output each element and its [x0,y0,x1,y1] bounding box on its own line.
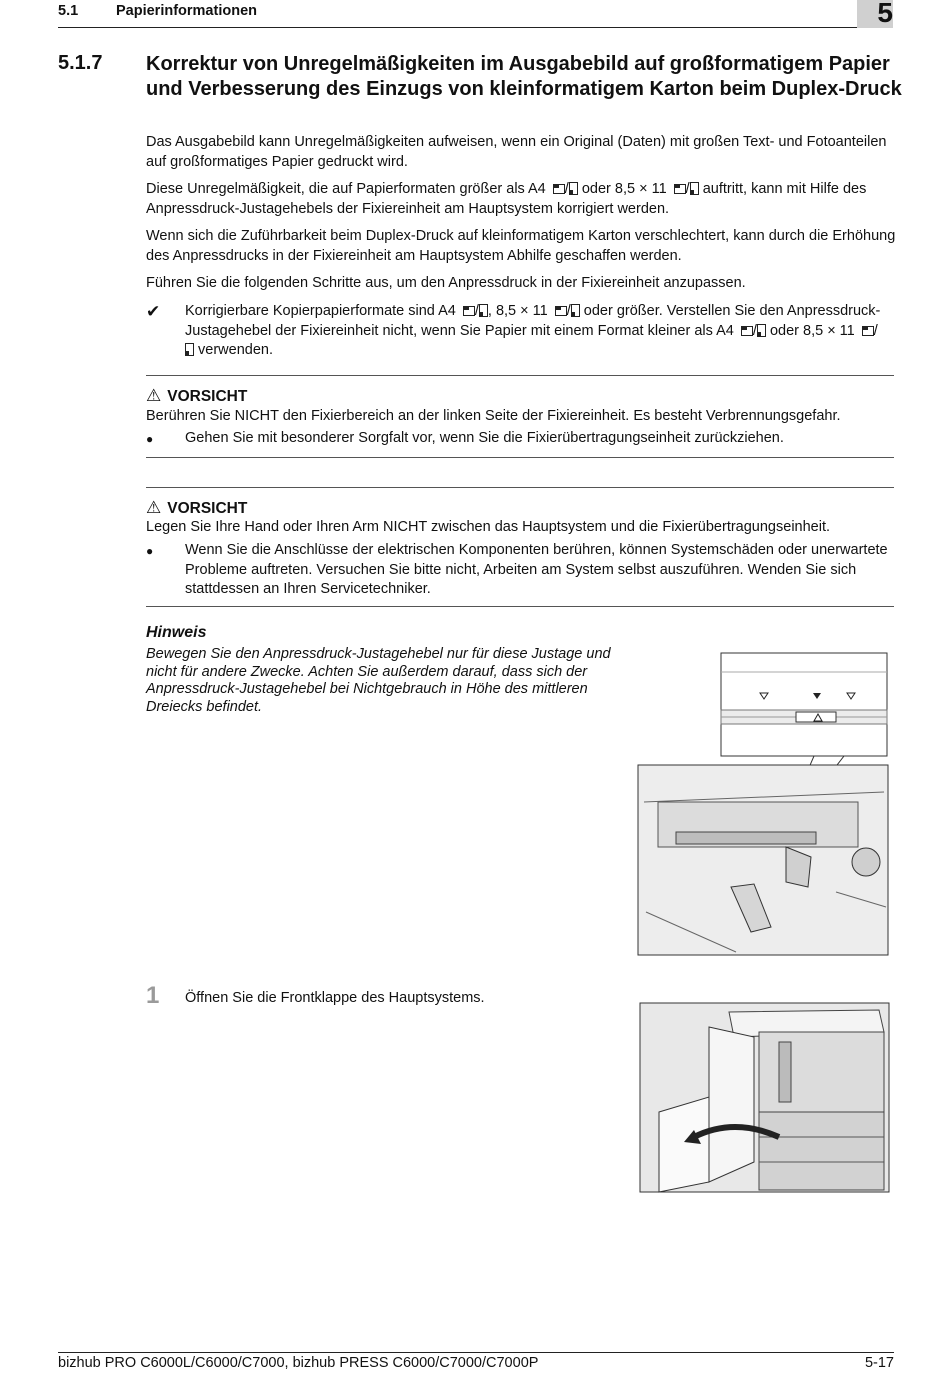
landscape-paper-icon [674,184,686,194]
footer-models: bizhub PRO C6000L/C6000/C7000, bizhub PRESS C6000/C7000/C7000P [58,1355,539,1371]
paragraph-3: Wenn sich die Zuführbarkeit beim Duplex-Druck auf kleinformatigem Karton verschlechtert, kann durch die Erhöhung des Anpressdrucks in der Fixiereinheit am Hauptsystem Abhilfe geschaffen werden. [146,228,896,264]
paragraph-1: Das Ausgabebild kann Unregelmäßigkeiten aufweisen, wenn ein Original (Daten) mit großen Text- und Fotoanteilen auf großformatiges Papier gedruckt wird. [146,134,887,170]
header-rule [58,27,858,28]
check-text-b: , 8,5 × 11 [487,303,548,319]
paragraph-2-part-a: Diese Unregelmäßigkeit, die auf Papierformaten größer als A4 [146,181,546,197]
caution-1-text: Berühren Sie NICHT den Fixierbereich an der linken Seite der Fixiereinheit. Es besteht Verbrennungsgefahr. [146,408,841,424]
portrait-paper-icon [479,304,488,317]
hint-heading: Hinweis [146,624,207,641]
heading-number: 5.1.7 [58,52,103,74]
caution-2-label: VORSICHT [167,500,248,517]
check-text-d: oder 8,5 × 11 [769,322,855,339]
caution-2-heading [146,498,247,518]
chapter-tab [857,0,893,28]
portrait-paper-icon [185,343,194,356]
caution-1-bottom-rule [146,457,894,458]
paragraph-2: Diese Unregelmäßigkeit, die auf Papierformaten größer als A4 / oder 8,5 × 11 / auftritt, kann mit Hilfe des Anpressdruck-Justagehebels der Fixiereinheit am Hauptsystem korrigiert werden. [146,181,867,217]
check-text-a: Korrigierbare Kopierpapierformate sind A4 [185,303,456,319]
caution-2-top-rule [146,487,894,488]
caution-2-text: Legen Sie Ihre Hand oder Ihren Arm NICHT zwischen das Hauptsystem und die Fixierübertragungseinheit. [146,519,831,535]
caution-2-bottom-rule [146,606,894,607]
caution-1-top-rule [146,375,894,376]
hint-text: Bewegen Sie den Anpressdruck-Justagehebel nur für diese Justage und nicht für andere Zwecke. Achten Sie außerdem darauf, dass sich der Anpressdruck-Justagehebel bei Nichtgebrauch in Höhe des mittleren Dreiecks befindet. [146,646,611,715]
landscape-paper-icon [463,306,475,316]
bullet-icon: ● [146,544,154,558]
footer-page-number: 5-17 [864,1355,894,1371]
check-item-text: Korrigierbare Kopierpapierformate sind A4 / , 8,5 × 11 / oder größer. Verstellen Sie den Anpressdruck-Justagehebel der Fixiereinheit nicht, wenn Sie Papier mit einem Format kleiner als A4 / oder 8,5 × 11 / verwenden. [185,303,881,358]
landscape-paper-icon [741,326,753,336]
portrait-paper-icon [571,304,580,317]
header-section-number: 5.1 [58,3,79,19]
header-section-title: Papierinformationen [116,3,257,19]
fuser-lever-illustration [636,652,890,957]
chapter-number: 5 [877,0,893,28]
caution-1-bullet-text: Gehen Sie mit besonderer Sorgfalt vor, wenn Sie die Fixierübertragungseinheit zurückziehen. [185,430,784,446]
check-text-c: oder größer. Verstellen Sie den Anpressdruck-Justagehebel der Fixiereinheit nicht, wenn Sie Papier mit einem Format kleiner als A4 [185,303,881,339]
portrait-paper-icon [757,324,766,337]
step-1-text: Öffnen Sie die Frontklappe des Hauptsystems. [185,990,485,1006]
landscape-paper-icon [862,326,874,336]
step-1-number: 1 [146,982,160,1009]
paragraph-2-part-c: auftritt, kann mit Hilfe des Anpressdruck-Justagehebels der Fixiereinheit am Hauptsystem korrigiert werden. [146,181,867,217]
paragraph-2-part-b: oder 8,5 × 11 [581,181,667,197]
landscape-paper-icon [553,184,565,194]
running-header [58,3,257,19]
footer-rule [58,1352,894,1353]
portrait-paper-icon [690,182,699,195]
check-text-e: verwenden. [198,342,273,358]
portrait-paper-icon [569,182,578,195]
caution-2-bullet-text: Wenn Sie die Anschlüsse der elektrischen Komponenten berühren, können Systemschäden oder unerwartete Probleme auftreten. Versuchen Sie bitte nicht, Arbeiten am System selbst auszuführen. Wenden Sie sich stattdessen an Ihren Servicetechniker. [185,542,888,597]
caution-1-heading [146,386,247,406]
landscape-paper-icon [555,306,567,316]
check-mark-icon: ✔ [146,302,161,321]
warning-triangle-icon: ⚠ [146,386,162,405]
warning-triangle-icon: ⚠ [146,498,162,517]
heading-title: Korrektur von Unregelmäßigkeiten im Ausgabebild auf großformatigem Papier und Verbesserung des Einzugs von kleinformatigem Karton beim Duplex-Druck [146,53,902,100]
front-door-illustration [639,1002,891,1194]
paragraph-4: Führen Sie die folgenden Schritte aus, um den Anpressdruck in der Fixiereinheit anzupassen. [146,275,746,291]
bullet-icon: ● [146,432,154,446]
caution-1-label: VORSICHT [167,388,248,405]
